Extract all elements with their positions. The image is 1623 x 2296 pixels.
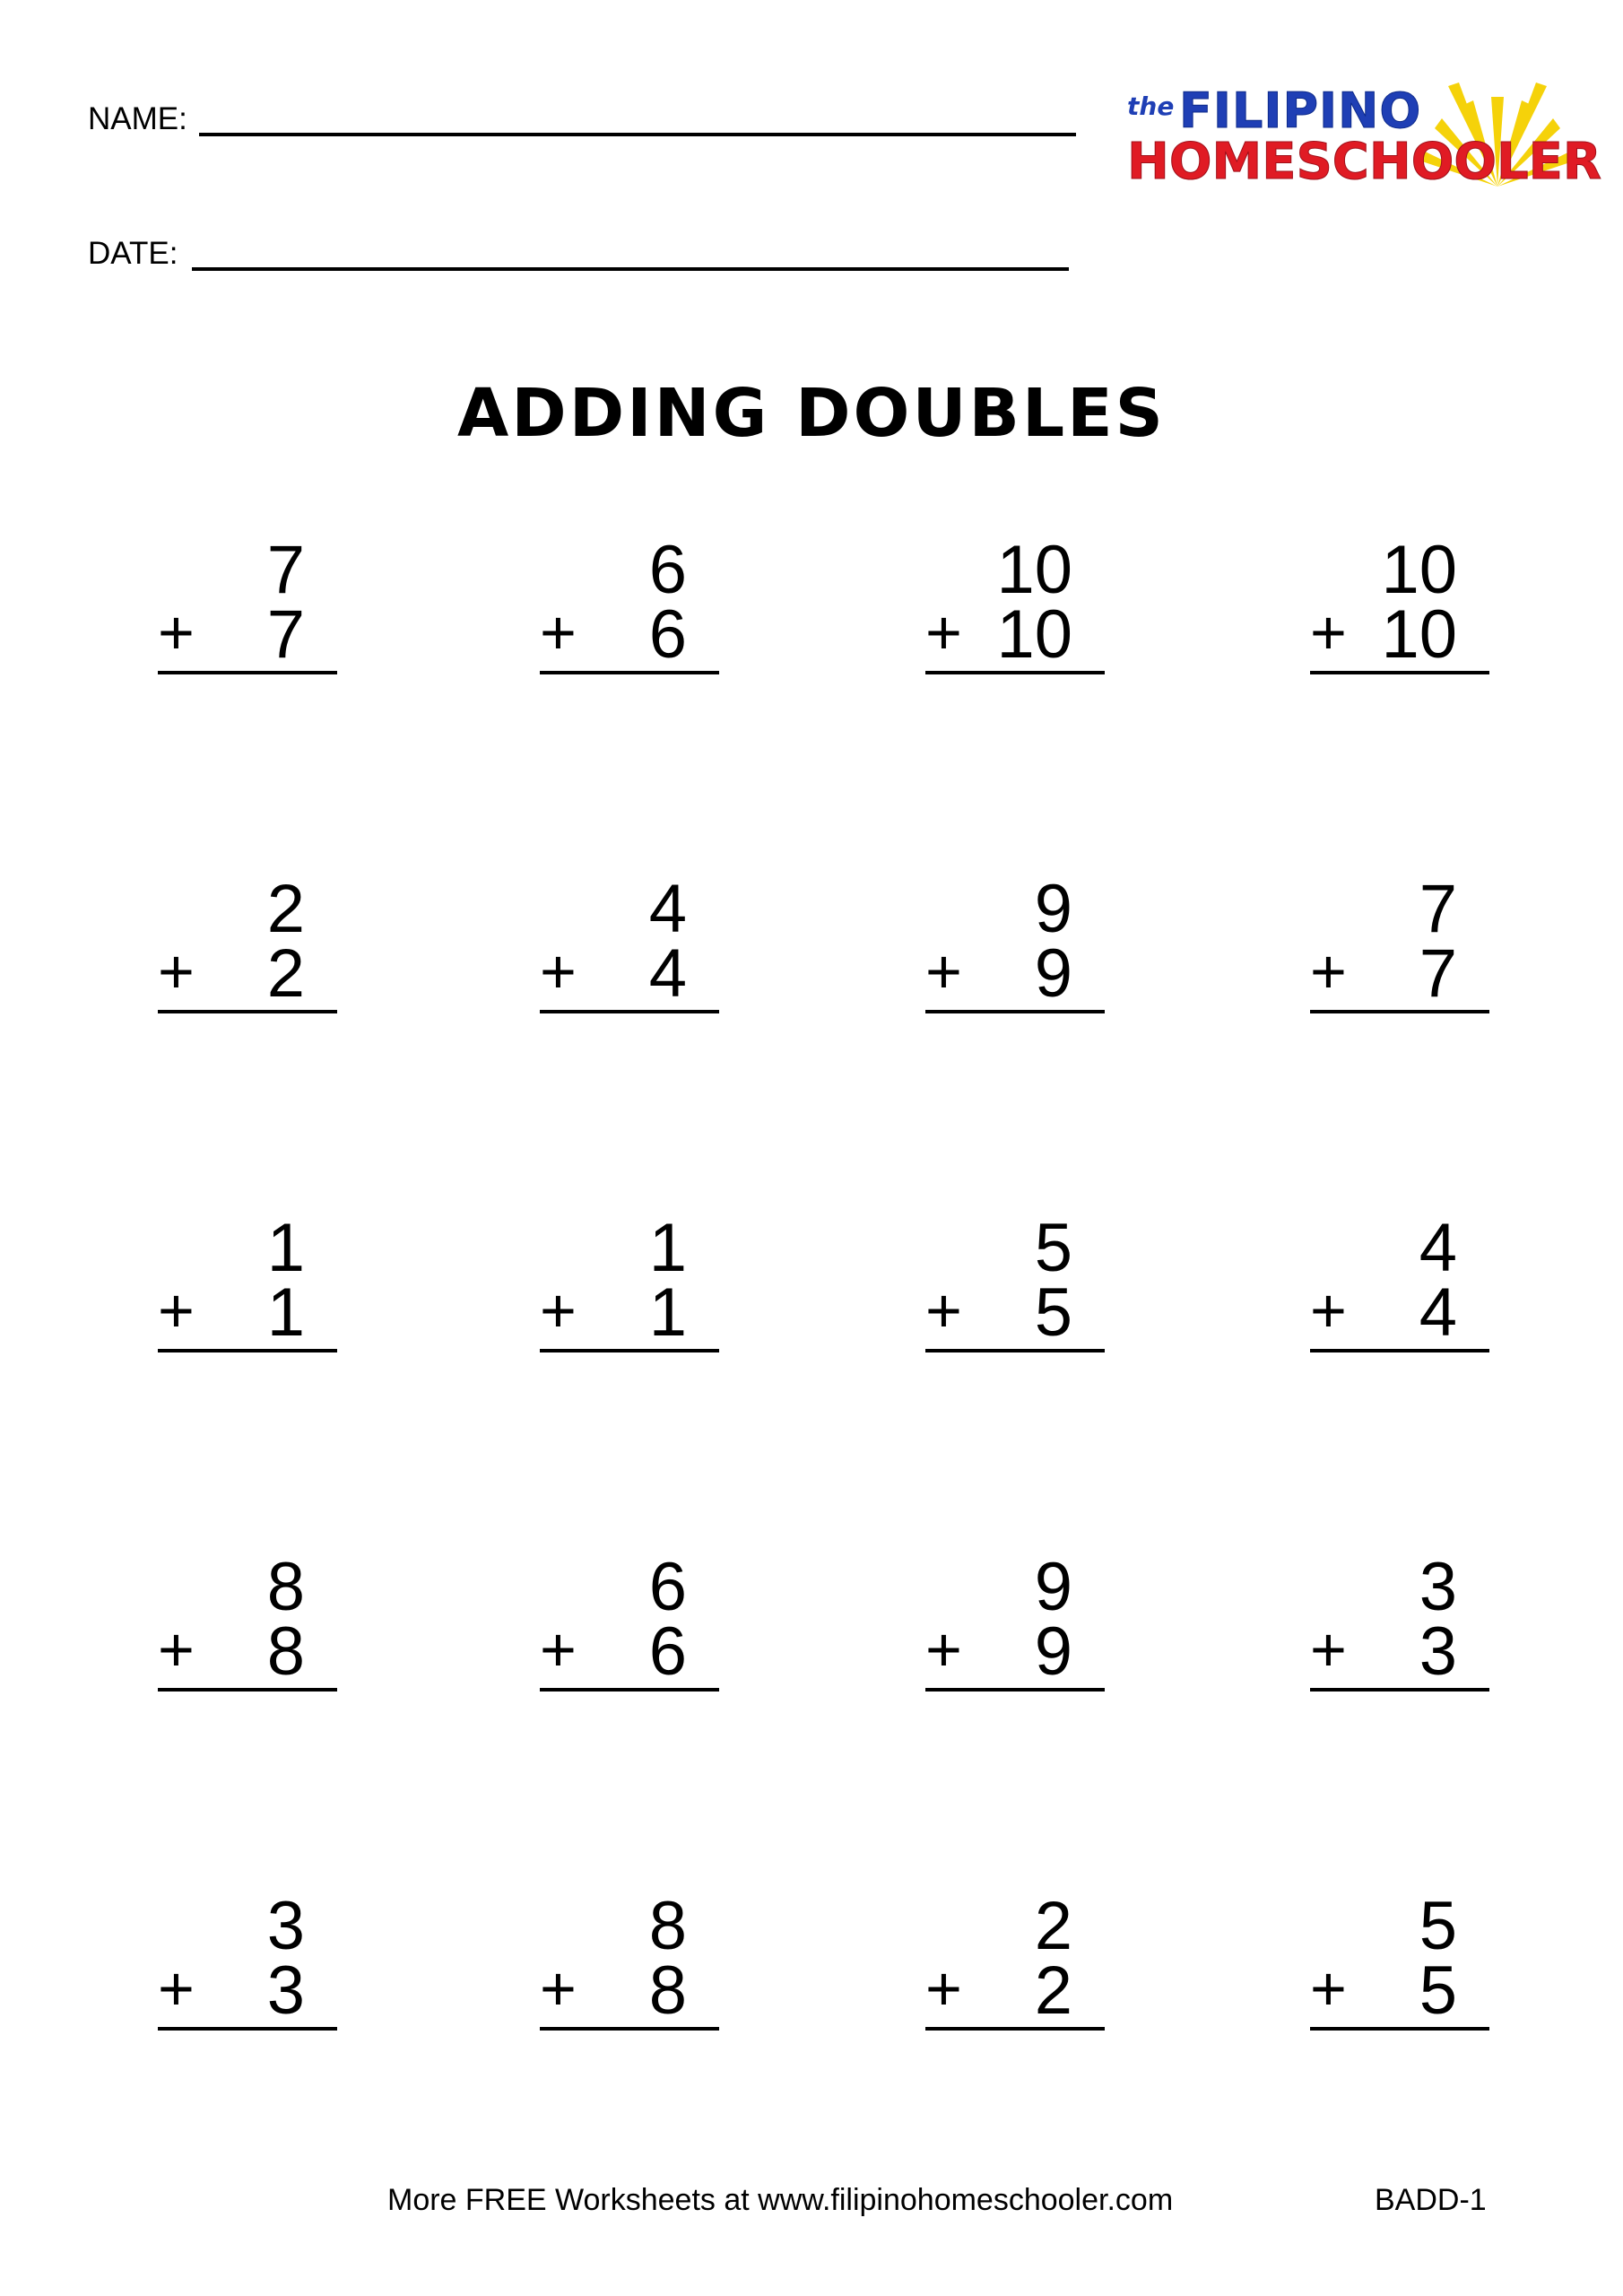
answer-line[interactable] — [1310, 1688, 1489, 1692]
addition-problem — [1310, 1888, 1489, 2036]
addition-problem — [925, 532, 1105, 680]
addend-top: 5 — [1419, 1888, 1457, 1964]
answer-line[interactable] — [1310, 2027, 1489, 2031]
addition-problem — [540, 1888, 719, 2036]
addend-top: 9 — [1034, 871, 1072, 947]
answer-line[interactable] — [540, 671, 719, 674]
answer-line[interactable] — [158, 1349, 337, 1352]
addend-top: 4 — [1419, 1210, 1457, 1286]
addend-bottom: 8 — [266, 1613, 305, 1690]
addend-bottom: 4 — [1419, 1274, 1457, 1351]
addend-bottom: 7 — [266, 596, 305, 673]
date-label: DATE: — [88, 236, 178, 271]
addition-problem — [925, 1210, 1105, 1358]
answer-line[interactable] — [925, 1010, 1105, 1013]
addend-bottom: 9 — [1034, 1613, 1072, 1690]
addend-bottom: 1 — [266, 1274, 305, 1351]
filipino-homeschooler-logo — [1125, 79, 1602, 196]
addend-bottom: 7 — [1419, 935, 1457, 1012]
worksheet-code: BADD-1 — [1375, 2183, 1487, 2217]
plus-sign: + — [1310, 1275, 1347, 1345]
addend-top: 9 — [1034, 1549, 1072, 1625]
addend-top: 6 — [648, 1549, 687, 1625]
plus-sign: + — [540, 597, 577, 667]
addition-problem — [925, 871, 1105, 1019]
plus-sign: + — [158, 1275, 195, 1345]
plus-sign: + — [158, 597, 195, 667]
addition-problem — [158, 1888, 337, 2036]
answer-line[interactable] — [158, 2027, 337, 2031]
answer-line[interactable] — [158, 671, 337, 674]
answer-line[interactable] — [540, 1349, 719, 1352]
addend-bottom: 6 — [648, 1613, 687, 1690]
addition-problem — [1310, 1210, 1489, 1358]
addend-top: 4 — [648, 871, 687, 947]
addend-bottom: 4 — [648, 935, 687, 1012]
name-label: NAME: — [88, 101, 187, 136]
plus-sign: + — [158, 1614, 195, 1684]
addend-bottom: 3 — [266, 1952, 305, 2029]
addend-bottom: 8 — [648, 1952, 687, 2029]
plus-sign: + — [925, 1614, 962, 1684]
addition-problem — [158, 532, 337, 680]
plus-sign: + — [925, 1275, 962, 1345]
answer-line[interactable] — [540, 1688, 719, 1692]
addend-top: 10 — [996, 532, 1072, 608]
addition-problem — [540, 1549, 719, 1697]
answer-line[interactable] — [1310, 1010, 1489, 1013]
addend-bottom: 3 — [1419, 1613, 1457, 1690]
addend-bottom: 10 — [1381, 596, 1457, 673]
answer-line[interactable] — [1310, 1349, 1489, 1352]
addition-problem — [925, 1549, 1105, 1697]
addend-bottom: 5 — [1034, 1274, 1072, 1351]
logo-word-filipino: FILIPINO — [1179, 83, 1422, 139]
addend-top: 2 — [1034, 1888, 1072, 1964]
addend-top: 2 — [266, 871, 305, 947]
answer-line[interactable] — [158, 1688, 337, 1692]
addend-top: 10 — [1381, 532, 1457, 608]
addend-top: 8 — [266, 1549, 305, 1625]
answer-line[interactable] — [540, 1010, 719, 1013]
addend-top: 1 — [648, 1210, 687, 1286]
date-line[interactable] — [192, 267, 1069, 271]
plus-sign: + — [158, 936, 195, 1006]
plus-sign: + — [540, 1614, 577, 1684]
plus-sign: + — [540, 936, 577, 1006]
plus-sign: + — [925, 1953, 962, 2023]
addend-top: 7 — [1419, 871, 1457, 947]
plus-sign: + — [925, 597, 962, 667]
answer-line[interactable] — [925, 1349, 1105, 1352]
addend-bottom: 9 — [1034, 935, 1072, 1012]
addition-problem — [1310, 532, 1489, 680]
footer-website-text: More FREE Worksheets at www.filipinohomeschooler.com — [387, 2183, 1174, 2217]
addition-problem — [540, 871, 719, 1019]
plus-sign: + — [540, 1275, 577, 1345]
addition-problem — [158, 871, 337, 1019]
addition-problem — [158, 1210, 337, 1358]
addend-top: 7 — [266, 532, 305, 608]
addend-top: 1 — [266, 1210, 305, 1286]
addend-top: 6 — [648, 532, 687, 608]
worksheet-title: ADDING DOUBLES — [457, 375, 1166, 452]
addition-problem — [540, 1210, 719, 1358]
addend-top: 3 — [266, 1888, 305, 1964]
addend-bottom: 5 — [1419, 1952, 1457, 2029]
addend-bottom: 1 — [648, 1274, 687, 1351]
plus-sign: + — [540, 1953, 577, 2023]
addend-bottom: 2 — [1034, 1952, 1072, 2029]
plus-sign: + — [1310, 597, 1347, 667]
addend-bottom: 10 — [996, 596, 1072, 673]
answer-line[interactable] — [158, 1010, 337, 1013]
addition-problem — [1310, 1549, 1489, 1697]
logo-the: the — [1127, 91, 1175, 121]
plus-sign: + — [1310, 1953, 1347, 2023]
plus-sign: + — [1310, 936, 1347, 1006]
logo-word-homeschooler: HOMESCHOOLER — [1127, 133, 1602, 191]
addend-bottom: 6 — [648, 596, 687, 673]
answer-line[interactable] — [925, 1688, 1105, 1692]
answer-line[interactable] — [925, 2027, 1105, 2031]
name-line[interactable] — [199, 133, 1076, 136]
addition-problem — [1310, 871, 1489, 1019]
addition-problem — [540, 532, 719, 680]
addition-problem — [158, 1549, 337, 1697]
addend-top: 5 — [1034, 1210, 1072, 1286]
plus-sign: + — [925, 936, 962, 1006]
addend-bottom: 2 — [266, 935, 305, 1012]
addend-top: 3 — [1419, 1549, 1457, 1625]
addition-problem — [925, 1888, 1105, 2036]
plus-sign: + — [158, 1953, 195, 2023]
plus-sign: + — [1310, 1614, 1347, 1684]
answer-line[interactable] — [1310, 671, 1489, 674]
answer-line[interactable] — [540, 2027, 719, 2031]
addend-top: 8 — [648, 1888, 687, 1964]
answer-line[interactable] — [925, 671, 1105, 674]
